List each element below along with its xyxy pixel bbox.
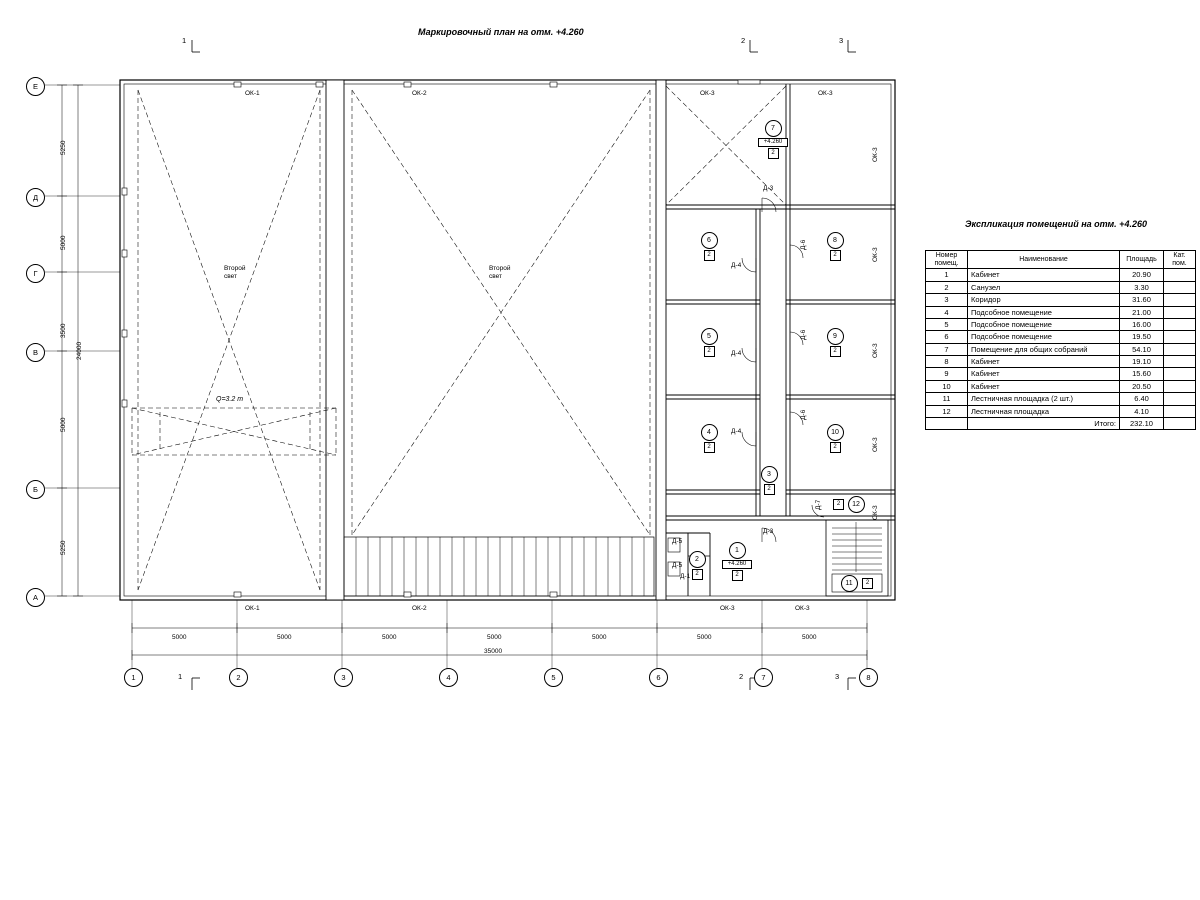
room-tag-9: [824, 328, 846, 357]
dim-h-5: 5000: [592, 634, 607, 641]
window-label-ok3-right-4: ОК-3: [872, 437, 879, 452]
dim-h-3: 5000: [382, 634, 397, 641]
window-label-ok3-bottom-a: ОК-3: [720, 605, 735, 612]
explication-title: Экспликация помещений на отм. +4.260: [965, 219, 1147, 229]
row-name: Кабинет: [968, 356, 1120, 368]
room-tag-8: [824, 232, 846, 261]
row-number: 1: [926, 269, 968, 281]
section-mark-3-bottom: 3: [835, 672, 840, 681]
row-area: 19.10: [1120, 356, 1164, 368]
table-row: [926, 356, 1196, 368]
room-tag-11: [838, 575, 860, 592]
room-category: 2: [704, 346, 715, 357]
row-area: 19.50: [1120, 331, 1164, 343]
window-label-ok3-bottom-b: ОК-3: [795, 605, 810, 612]
door-label-d6-c: Д-6: [800, 409, 807, 420]
window-label-ok2-top: ОК-2: [412, 90, 427, 97]
row-area: 54.10: [1120, 343, 1164, 355]
col-header-kat: Кат. пом.: [1164, 251, 1196, 269]
row-kat: [1164, 368, 1196, 380]
dim-h-total: 35000: [484, 648, 503, 655]
room-category: 2: [704, 250, 715, 261]
row-name: Подсобное помещение: [968, 331, 1120, 343]
window-label-ok3-top-b: ОК-3: [818, 90, 833, 97]
dim-vertical-3: 3500: [60, 323, 67, 338]
col-header-area: Площадь: [1120, 251, 1164, 269]
dim-vertical-1: 5250: [60, 140, 67, 155]
row-name: Лестничная площадка: [968, 405, 1120, 417]
dim-h-7: 5000: [802, 634, 817, 641]
room-category: 2: [768, 148, 779, 159]
window-label-ok3-right-3: ОК-3: [872, 343, 879, 358]
total-area: 232.10: [1120, 417, 1164, 429]
room-category: 2: [732, 570, 743, 581]
row-kat: [1164, 393, 1196, 405]
col-header-name: Наименование: [968, 251, 1120, 269]
room-number: 11: [841, 575, 858, 592]
row-area: 15.60: [1120, 368, 1164, 380]
table-header-row: [926, 251, 1196, 269]
room-number: 6: [701, 232, 718, 249]
table-row: [926, 318, 1196, 330]
door-label-d1: Д-1: [680, 573, 691, 580]
axis-bubble-vertical-E: Е: [26, 77, 45, 96]
room-tag-12: [845, 496, 867, 513]
door-label-d4-a: Д-4: [731, 262, 742, 269]
window-label-ok1-top: ОК-1: [245, 90, 260, 97]
room-tag-6: [698, 232, 720, 261]
dim-h-2: 5000: [277, 634, 292, 641]
room-category: 2: [830, 442, 841, 453]
room-category: 2: [704, 442, 715, 453]
row-area: 6.40: [1120, 393, 1164, 405]
door-label-d5-a: Д-5: [672, 538, 683, 545]
row-kat: [1164, 331, 1196, 343]
row-area: 4.10: [1120, 405, 1164, 417]
plan-title: Маркировочный план на отм. +4.260: [418, 27, 584, 37]
total-label: Итого:: [968, 417, 1120, 429]
room-number: 8: [827, 232, 844, 249]
table-row: [926, 405, 1196, 417]
row-area: 31.60: [1120, 294, 1164, 306]
room-category: 2: [830, 250, 841, 261]
row-name: Подсобное помещение: [968, 318, 1120, 330]
row-number: 10: [926, 380, 968, 392]
room-number: 3: [761, 466, 778, 483]
axis-bubble-h-6: 6: [649, 668, 668, 687]
room-tag-4: [698, 424, 720, 453]
door-label-d3-b: Д-3: [763, 528, 774, 535]
axis-bubble-h-2: 2: [229, 668, 248, 687]
window-label-ok2-bottom: ОК-2: [412, 605, 427, 612]
dim-h-1: 5000: [172, 634, 187, 641]
door-label-d3-a: Д-3: [763, 185, 774, 192]
table-row: [926, 294, 1196, 306]
window-label-ok3-top-a: ОК-3: [700, 90, 715, 97]
dim-h-6: 5000: [697, 634, 712, 641]
axis-bubble-vertical-G: Г: [26, 264, 45, 283]
room-tag-7: [758, 120, 788, 159]
room-number: 12: [848, 496, 865, 513]
door-label-d6-b: Д-6: [800, 329, 807, 340]
row-area: 20.50: [1120, 380, 1164, 392]
row-number: 12: [926, 405, 968, 417]
section-mark-2-bottom: 2: [739, 672, 744, 681]
room-tag-2: [686, 551, 708, 580]
door-label-d4-c: Д-4: [731, 428, 742, 435]
col-header-number: Номер помещ.: [926, 251, 968, 269]
dim-vertical-4: 5000: [60, 417, 67, 432]
row-name: Санузел: [968, 281, 1120, 293]
window-label-ok3-right-5: ОК-3: [872, 505, 879, 520]
table-row: [926, 380, 1196, 392]
table-row: [926, 331, 1196, 343]
row-name: Помещение для общих собраний: [968, 343, 1120, 355]
room-category-11: 2: [862, 578, 873, 589]
explication-table: [925, 250, 1196, 430]
row-kat: [1164, 294, 1196, 306]
room-category: 2: [692, 569, 703, 580]
table-row: [926, 281, 1196, 293]
table-row: [926, 368, 1196, 380]
section-mark-3-top: 3: [839, 36, 844, 45]
row-name: Подсобное помещение: [968, 306, 1120, 318]
room-number: 4: [701, 424, 718, 441]
room-number: 5: [701, 328, 718, 345]
section-mark-1-bottom: 1: [178, 672, 183, 681]
table-row: [926, 306, 1196, 318]
row-area: 20.90: [1120, 269, 1164, 281]
axis-bubble-h-1: 1: [124, 668, 143, 687]
room-number: 7: [765, 120, 782, 137]
section-mark-2-top: 2: [741, 36, 746, 45]
dim-h-4: 5000: [487, 634, 502, 641]
row-kat: [1164, 343, 1196, 355]
row-number: 3: [926, 294, 968, 306]
room-tag-10: [824, 424, 846, 453]
row-area: 16.00: [1120, 318, 1164, 330]
row-area: 21.00: [1120, 306, 1164, 318]
row-name: Кабинет: [968, 368, 1120, 380]
row-name: Кабинет: [968, 269, 1120, 281]
row-kat: [1164, 281, 1196, 293]
table-row: [926, 269, 1196, 281]
axis-bubble-vertical-D: Д: [26, 188, 45, 207]
room-number: 1: [729, 542, 746, 559]
annotation-crane-capacity: Q=3.2 т: [216, 396, 244, 403]
dim-vertical-5: 5250: [60, 540, 67, 555]
table-total-row: [926, 417, 1196, 429]
row-number: 7: [926, 343, 968, 355]
axis-bubble-h-7: 7: [754, 668, 773, 687]
door-label-d5-b: Д-5: [672, 562, 683, 569]
room-number: 2: [689, 551, 706, 568]
axis-bubble-h-8: 8: [859, 668, 878, 687]
row-kat: [1164, 318, 1196, 330]
row-number: 6: [926, 331, 968, 343]
room-level: +4.260: [758, 138, 788, 147]
row-number: 2: [926, 281, 968, 293]
row-name: Лестничная площадка (2 шт.): [968, 393, 1120, 405]
row-name: Коридор: [968, 294, 1120, 306]
door-label-d7: Д-7: [815, 499, 822, 510]
axis-bubble-h-3: 3: [334, 668, 353, 687]
room-tag-5: [698, 328, 720, 357]
room-tag-1: [722, 542, 752, 581]
dim-vertical-total: 24000: [76, 341, 83, 360]
row-kat: [1164, 356, 1196, 368]
axis-bubble-vertical-A: А: [26, 588, 45, 607]
annotation-second-light-1: Второй свет: [224, 265, 246, 281]
annotation-second-light-2: Второй свет: [489, 265, 511, 281]
room-category: 2: [830, 346, 841, 357]
row-name: Кабинет: [968, 380, 1120, 392]
axis-bubble-h-4: 4: [439, 668, 458, 687]
room-category-12: 2: [833, 499, 844, 510]
row-area: 3.30: [1120, 281, 1164, 293]
room-number: 9: [827, 328, 844, 345]
room-level: +4.260: [722, 560, 752, 569]
table-row: [926, 393, 1196, 405]
row-number: 11: [926, 393, 968, 405]
row-kat: [1164, 306, 1196, 318]
door-label-d4-b: Д-4: [731, 350, 742, 357]
axis-bubble-vertical-V: В: [26, 343, 45, 362]
window-label-ok3-right-1: ОК-3: [872, 147, 879, 162]
window-label-ok3-right-2: ОК-3: [872, 247, 879, 262]
window-label-ok1-bottom: ОК-1: [245, 605, 260, 612]
row-kat: [1164, 269, 1196, 281]
row-number: 5: [926, 318, 968, 330]
room-number: 10: [827, 424, 844, 441]
row-kat: [1164, 405, 1196, 417]
room-category: 2: [764, 484, 775, 495]
row-number: 9: [926, 368, 968, 380]
row-number: 8: [926, 356, 968, 368]
section-mark-1-top: 1: [182, 36, 187, 45]
room-tag-3: [758, 466, 780, 495]
row-kat: [1164, 380, 1196, 392]
row-number: 4: [926, 306, 968, 318]
axis-bubble-h-5: 5: [544, 668, 563, 687]
door-label-d6-a: Д-6: [800, 239, 807, 250]
table-row: [926, 343, 1196, 355]
dim-vertical-2: 5000: [60, 235, 67, 250]
axis-bubble-vertical-B: Б: [26, 480, 45, 499]
